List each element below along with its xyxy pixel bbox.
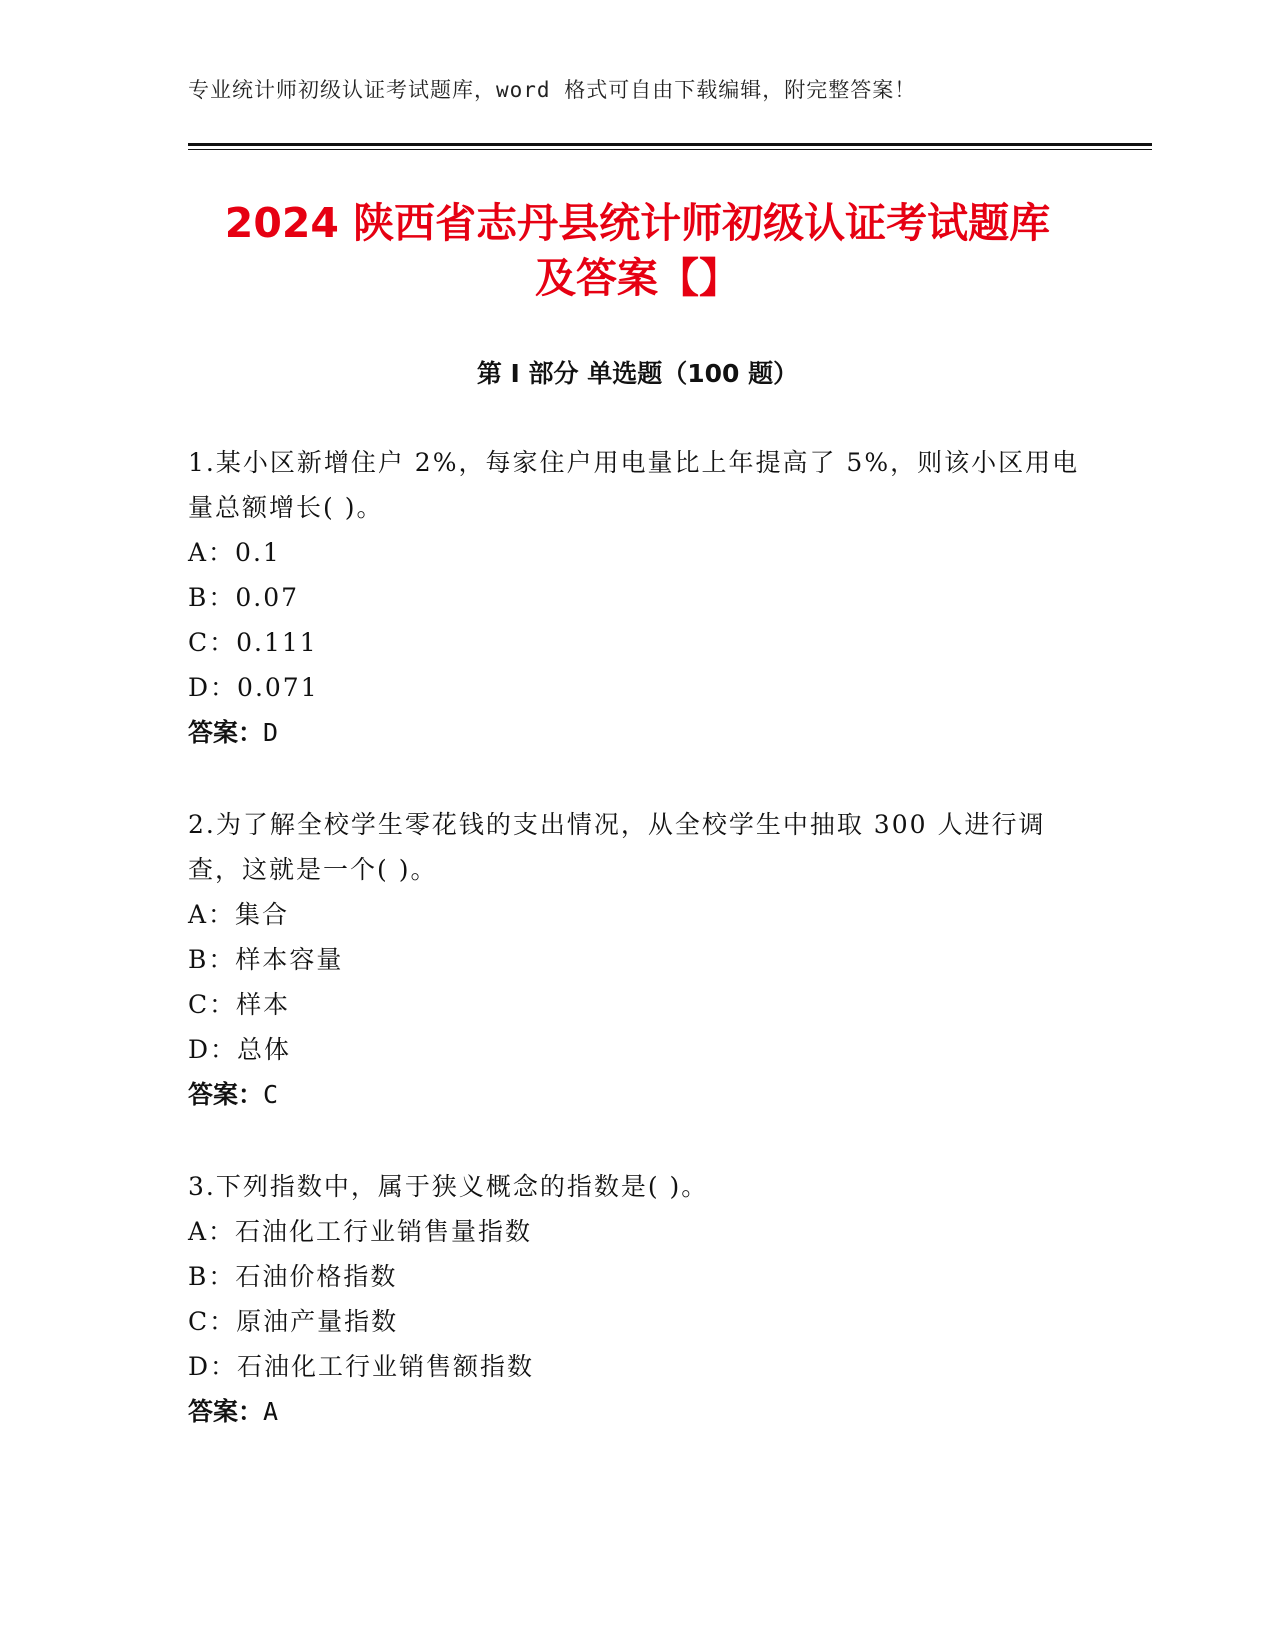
option-c: C：0.111 [188,628,318,657]
option-b: B：样本容量 [188,945,344,974]
question-stem: 2.为了解全校学生零花钱的支出情况，从全校学生中抽取 300 人进行调查，这就是一个( )。 [188,810,1046,884]
document-title [150,196,1125,307]
document-title-line-2: 及答案【】 [535,254,740,303]
section-title: 第 I 部分 单选题（100 题） [476,359,799,388]
question-3 [188,1164,1088,1434]
answer-line [188,1389,1088,1434]
option-c: C：样本 [188,990,291,1019]
option-a: A：石油化工行业销售量指数 [188,1217,533,1246]
question-stem: 1.某小区新增住户 2%，每家住户用电量比上年提高了 5%，则该小区用电量总额增长( )。 [188,448,1080,522]
answer-line [188,710,1088,755]
answer-value: C [263,1080,279,1109]
question-stem: 3.下列指数中，属于狭义概念的指数是( )。 [188,1172,709,1201]
answer-label: 答案： [188,718,264,747]
header-note: 专业统计师初级认证考试题库，word 格式可自由下载编辑，附完整答案！ [188,78,917,102]
question-1 [188,440,1088,755]
header-rule-thin [188,149,1152,150]
option-a: A：0.1 [188,538,281,567]
option-c: C：原油产量指数 [188,1307,399,1336]
option-d: D：石油化工行业销售额指数 [188,1352,535,1381]
answer-line [188,1072,1088,1117]
option-b: B：0.07 [188,583,300,612]
answer-value: A [263,1397,279,1426]
answer-value: D [263,718,279,747]
option-a: A：集合 [188,900,290,929]
document-title-line-1: 2024 陕西省志丹县统计师初级认证考试题库 [224,199,1051,247]
header-rule-thick [188,143,1152,146]
answer-label: 答案： [188,1080,264,1109]
question-2 [188,802,1088,1117]
option-d: D：0.071 [188,673,319,702]
answer-label: 答案： [188,1397,264,1426]
option-d: D：总体 [188,1035,292,1064]
option-b: B：石油价格指数 [188,1262,398,1291]
